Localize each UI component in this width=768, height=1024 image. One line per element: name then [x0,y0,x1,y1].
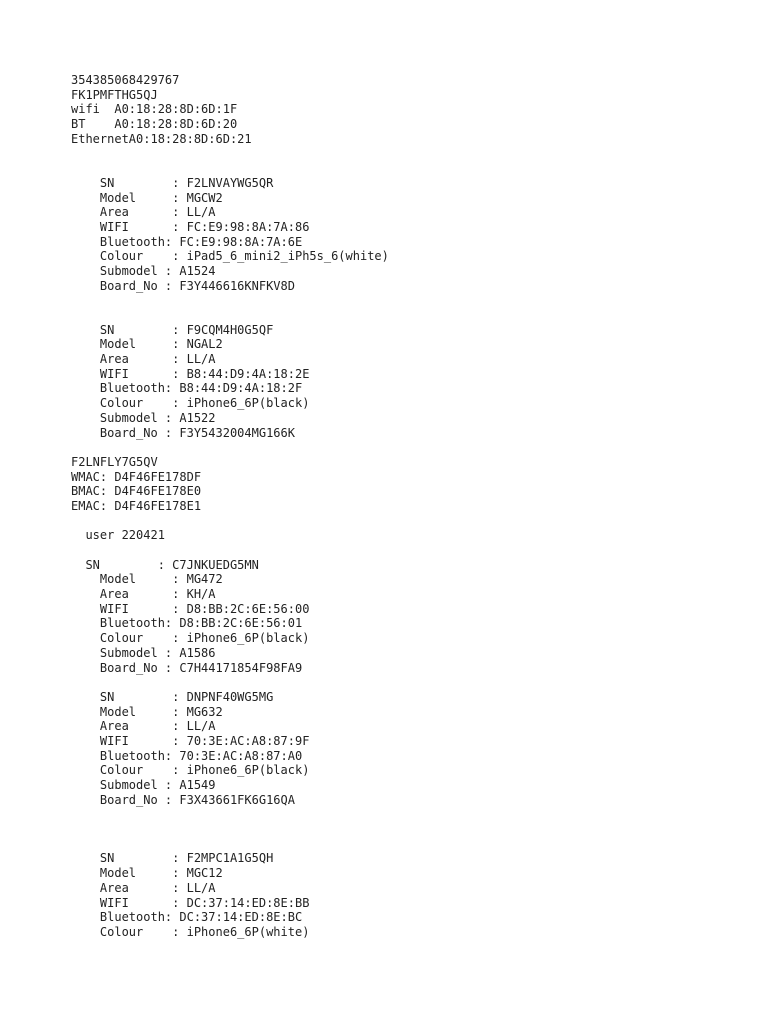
text-line: Submodel : A1549 [71,778,216,792]
text-line: SN : F2LNVAYWG5QR [71,175,274,190]
text-line: SN : DNPNF40WG5MG [71,689,274,704]
text-line [71,308,389,323]
text-line: Model : MG632 [71,704,223,719]
text-line [71,675,389,690]
text-line: EMAC: D4F46FE178E1 [71,498,202,513]
text-line: Colour : iPhone6_6P(black) [71,396,310,411]
text-line: WIFI : B8:44:D9:4A:18:2E [71,366,310,381]
text-line: Model : NGAL2 [71,337,223,352]
text-line: Bluetooth: FC:E9:98:8A:7A:6E [71,234,303,249]
text-line: EthernetA0:18:28:8D:6D:21 [71,131,252,146]
text-line: Board_No : F3X43661FK6G16QA [71,792,295,807]
text-line: Area : KH/A [71,587,216,602]
text-line [71,837,389,852]
text-line [71,514,389,529]
text-line: BMAC: D4F46FE178E0 [71,484,202,499]
text-line: WIFI : DC:37:14:ED:8E:BB [71,895,310,910]
text-line: Colour : iPhone6_6P(black) [71,631,310,646]
text-line: Area : LL/A [71,205,216,220]
text-line: WMAC: D4F46FE178DF [71,469,202,484]
text-line [71,807,389,822]
text-line: Colour : iPhone6_6P(white) [71,924,310,939]
text-line: Area : LL/A [71,719,216,734]
text-line [71,161,389,176]
text-line: Board_No : F3Y5432004MG166K [71,425,295,440]
text-line [71,293,389,308]
text-line [71,543,389,558]
text-line: Model : MGC12 [71,866,223,881]
text-line [71,440,389,455]
text-line [71,146,389,161]
text-line: Bluetooth: D8:BB:2C:6E:56:01 [71,616,303,631]
text-line: Submodel : A1522 [71,410,216,425]
text-line: Bluetooth: DC:37:14:ED:8E:BC [71,910,303,925]
text-line: Model : MGCW2 [71,190,223,205]
text-line: Bluetooth: 70:3E:AC:A8:87:A0 [71,748,303,763]
text-line: Colour : iPad5_6_mini2_iPh5s_6(white) [71,249,389,264]
text-line: Bluetooth: B8:44:D9:4A:18:2F [71,381,303,396]
document-text [71,73,389,940]
text-line: Board_No : C7H44171854F98FA9 [71,660,303,675]
text-line: WIFI : FC:E9:98:8A:7A:86 [71,219,310,234]
text-line: F2LNFLY7G5QV [71,454,158,469]
text-line: user 220421 [71,528,165,543]
text-line: Colour : iPhone6_6P(black) [71,763,310,778]
text-line: WIFI : D8:BB:2C:6E:56:00 [71,601,310,616]
text-line: FK1PMFTHG5QJ [71,87,158,102]
text-line: SN : F9CQM4H0G5QF [71,322,274,337]
text-line: 354385068429767 [71,73,180,87]
text-line: Area : LL/A [71,352,216,367]
text-line: wifi A0:18:28:8D:6D:1F [71,102,238,117]
text-line: SN : F2MPC1A1G5QH [71,851,274,866]
text-line: Board_No : F3Y446616KNFKV8D [71,278,295,293]
text-line: WIFI : 70:3E:AC:A8:87:9F [71,733,310,748]
text-line: BT A0:18:28:8D:6D:20 [71,117,238,132]
text-line: Submodel : A1586 [71,645,216,660]
text-line: Submodel : A1524 [71,263,216,278]
text-line: Model : MG472 [71,572,223,587]
text-line [71,822,389,837]
text-line: Area : LL/A [71,880,216,895]
text-line: SN : C7JNKUEDG5MN [71,557,259,572]
